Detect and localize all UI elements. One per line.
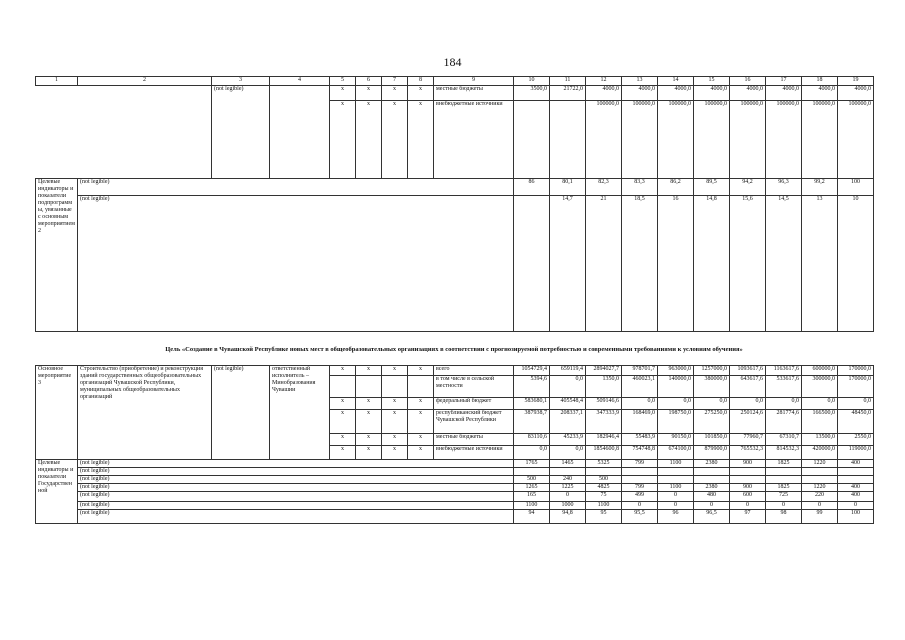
cell-value: 275250,0 bbox=[694, 410, 730, 434]
cell-value: 480 bbox=[694, 492, 730, 502]
table-lower bbox=[35, 365, 874, 524]
cell-value: 963000,0 bbox=[658, 366, 694, 376]
cell-value: 90150,0 bbox=[658, 434, 694, 446]
cell-value: 21 bbox=[586, 196, 622, 332]
cell-value bbox=[658, 476, 694, 484]
cell-x: x bbox=[408, 446, 434, 460]
cell-value: 0,0 bbox=[622, 398, 658, 410]
table-row bbox=[36, 196, 874, 332]
cell-value: 0,0 bbox=[838, 398, 874, 410]
goal-heading: Цель «Создание в Чувашской Республике новых мест в общеобразовательных организациях в соответствии с прогнозируемой потребностью и современными требованиями к условиям обучения» bbox=[165, 346, 743, 353]
cell-value: 879900,0 bbox=[694, 446, 730, 460]
cell-value: 1220 bbox=[802, 460, 838, 468]
cell-value: 100000,0 bbox=[622, 101, 658, 179]
table-row bbox=[36, 492, 874, 502]
cell-x: x bbox=[356, 434, 382, 446]
cell-value: 100000,0 bbox=[586, 101, 622, 179]
table-row bbox=[36, 484, 874, 492]
cell-value: 140000,0 bbox=[658, 376, 694, 398]
cell-value: 100000,0 bbox=[802, 101, 838, 179]
column-number: 11 bbox=[550, 77, 586, 86]
indicator-text: (not legible) bbox=[78, 196, 514, 332]
cell-value: 405548,4 bbox=[550, 398, 586, 410]
cell-value: 1765 bbox=[514, 460, 550, 468]
cell-source: федеральный бюджет bbox=[434, 398, 514, 410]
cell-value: 89,5 bbox=[694, 179, 730, 196]
cell-x: x bbox=[382, 410, 408, 434]
cell-x: x bbox=[382, 446, 408, 460]
cell-value bbox=[730, 468, 766, 476]
cell-value: 94 bbox=[514, 510, 550, 524]
cell-value: 99,2 bbox=[802, 179, 838, 196]
cell-value bbox=[694, 476, 730, 484]
cell-x: x bbox=[356, 398, 382, 410]
cell-value: 119000,0 bbox=[838, 446, 874, 460]
cell-value: 0 bbox=[658, 492, 694, 502]
cell-source: местные бюджеты bbox=[434, 434, 514, 446]
cell-value bbox=[730, 476, 766, 484]
cell-x: x bbox=[356, 446, 382, 460]
cell-value: 2550,0 bbox=[838, 434, 874, 446]
cell-value: 1100 bbox=[658, 460, 694, 468]
cell-x: x bbox=[382, 366, 408, 376]
column-number: 18 bbox=[802, 77, 838, 86]
cell-value: 1100 bbox=[514, 502, 550, 510]
cell-value: 14,8 bbox=[694, 196, 730, 332]
cell-value: 4000,0 bbox=[658, 86, 694, 101]
cell-value: 583680,1 bbox=[514, 398, 550, 410]
cell-value: 21722,0 bbox=[550, 86, 586, 101]
cell-value: 97 bbox=[730, 510, 766, 524]
cell-value bbox=[514, 196, 550, 332]
cell-value: 18,5 bbox=[622, 196, 658, 332]
cell-value bbox=[766, 468, 802, 476]
column-number: 8 bbox=[408, 77, 434, 86]
cell-value: 1825 bbox=[766, 484, 802, 492]
cell-value: 86,2 bbox=[658, 179, 694, 196]
cell-value: 420000,0 bbox=[802, 446, 838, 460]
cell-value: 281774,6 bbox=[766, 410, 802, 434]
indicator-text: (not legible) bbox=[78, 476, 514, 484]
cell-value: 86 bbox=[514, 179, 550, 196]
cell-value: 100000,0 bbox=[694, 101, 730, 179]
cell-value: 643617,6 bbox=[730, 376, 766, 398]
cell-value: 4000,0 bbox=[838, 86, 874, 101]
cell-value: 16 bbox=[658, 196, 694, 332]
table-upper bbox=[35, 76, 874, 332]
cell-x bbox=[382, 376, 408, 398]
cell-value: 5394,6 bbox=[514, 376, 550, 398]
responsible-executor: ответственный исполнитель – Минобразования Чувашии bbox=[270, 366, 330, 460]
cell-value: 400 bbox=[838, 492, 874, 502]
cell-value bbox=[838, 468, 874, 476]
column-number-row bbox=[36, 77, 874, 86]
cell-value: 300000,0 bbox=[802, 376, 838, 398]
cell-value: 45233,9 bbox=[550, 434, 586, 446]
indicator-text: (not legible) bbox=[78, 179, 514, 196]
cell-value: 0,0 bbox=[694, 398, 730, 410]
cell-value: 15,6 bbox=[730, 196, 766, 332]
cell-value: 0,0 bbox=[730, 398, 766, 410]
cell-source: внебюджетные источники bbox=[434, 101, 514, 179]
cell-value bbox=[514, 468, 550, 476]
page-number: 184 bbox=[443, 55, 462, 69]
cell-value: 0,0 bbox=[514, 446, 550, 460]
cell-value: 387938,7 bbox=[514, 410, 550, 434]
cell-x: x bbox=[382, 86, 408, 101]
cell-value bbox=[622, 468, 658, 476]
cell-value: 77960,7 bbox=[730, 434, 766, 446]
indicators-label: Целевые индикаторы и показатели подпрограммы, увязанные с основным мероприятием 2 bbox=[36, 179, 78, 332]
activity-label: Основное мероприятие 3 bbox=[36, 366, 78, 460]
cell-x bbox=[356, 376, 382, 398]
cell-value: 96,3 bbox=[766, 179, 802, 196]
cell-value: 0 bbox=[550, 492, 586, 502]
cell-value bbox=[694, 468, 730, 476]
cell-value bbox=[622, 476, 658, 484]
cell-value: 1257000,0 bbox=[694, 366, 730, 376]
column-number: 13 bbox=[622, 77, 658, 86]
cell-value bbox=[550, 468, 586, 476]
table-row bbox=[36, 86, 874, 101]
cell-x: x bbox=[408, 101, 434, 179]
cell-x: x bbox=[382, 398, 408, 410]
cell-value: 5325 bbox=[586, 460, 622, 468]
cell-value: 4825 bbox=[586, 484, 622, 492]
table-row bbox=[36, 179, 874, 196]
column-number: 1 bbox=[36, 77, 78, 86]
cell-source: всего bbox=[434, 366, 514, 376]
cell-value: 0 bbox=[838, 502, 874, 510]
cell-value: 101850,0 bbox=[694, 434, 730, 446]
cell-value: 1225 bbox=[550, 484, 586, 492]
cell-value: 94,8 bbox=[550, 510, 586, 524]
indicator-text: (not legible) bbox=[78, 492, 514, 502]
cell-value: 100 bbox=[838, 179, 874, 196]
cell-x bbox=[330, 376, 356, 398]
cell-value: 0,0 bbox=[766, 398, 802, 410]
column-number: 4 bbox=[270, 77, 330, 86]
cell-value: 220 bbox=[802, 492, 838, 502]
cell-value: 500 bbox=[514, 476, 550, 484]
column-number: 5 bbox=[330, 77, 356, 86]
cell-x: x bbox=[356, 86, 382, 101]
cell-value: 10 bbox=[838, 196, 874, 332]
cell-value: 600000,0 bbox=[802, 366, 838, 376]
cell-x: x bbox=[382, 101, 408, 179]
cell-value: 0,0 bbox=[550, 446, 586, 460]
cell-value: 900 bbox=[730, 460, 766, 468]
cell-value: 0 bbox=[730, 502, 766, 510]
cell-value: 1000 bbox=[550, 502, 586, 510]
cell-value: 4000,0 bbox=[730, 86, 766, 101]
cell-value: 83,3 bbox=[622, 179, 658, 196]
cell-value bbox=[802, 468, 838, 476]
cell-value bbox=[514, 101, 550, 179]
cell-value: 1220 bbox=[802, 484, 838, 492]
activity-description: Строительство (приобретение) и реконструкция зданий государственных общеобразовательных организаций Чувашской Республики, муниципальных общеобразовательных организаций bbox=[78, 366, 212, 460]
cell-x: x bbox=[408, 398, 434, 410]
cell-value: 600 bbox=[730, 492, 766, 502]
cell-value: 95,5 bbox=[622, 510, 658, 524]
cell-value: 1093617,6 bbox=[730, 366, 766, 376]
cell-value: 240 bbox=[550, 476, 586, 484]
cell-source: в том числе в сельской местности bbox=[434, 376, 514, 398]
cell-value: 14,7 bbox=[550, 196, 586, 332]
cell-source: республиканский бюджет Чувашской Республики bbox=[434, 410, 514, 434]
cell-source: внебюджетные источники bbox=[434, 446, 514, 460]
cell-value: 100000,0 bbox=[838, 101, 874, 179]
cell-value: 80,1 bbox=[550, 179, 586, 196]
cell-value: 67310,7 bbox=[766, 434, 802, 446]
cell-value: 94,2 bbox=[730, 179, 766, 196]
cell-value: 99 bbox=[802, 510, 838, 524]
cell-x: x bbox=[382, 434, 408, 446]
cell-x: x bbox=[330, 410, 356, 434]
cell-value: 100 bbox=[838, 510, 874, 524]
column-number: 12 bbox=[586, 77, 622, 86]
cell-x bbox=[408, 376, 434, 398]
cell-value: 900 bbox=[730, 484, 766, 492]
cell-value: 1163617,6 bbox=[766, 366, 802, 376]
table-row bbox=[36, 366, 874, 376]
cell-value: 250124,6 bbox=[730, 410, 766, 434]
cell-value: 100000,0 bbox=[766, 101, 802, 179]
cell-value: 1465 bbox=[550, 460, 586, 468]
cell-value: 83110,6 bbox=[514, 434, 550, 446]
cell-value: 1100 bbox=[586, 502, 622, 510]
cell-x: x bbox=[330, 86, 356, 101]
cell-value: 100000,0 bbox=[730, 101, 766, 179]
cell-value: 170000,0 bbox=[838, 376, 874, 398]
indicator-text: (not legible) bbox=[78, 460, 514, 468]
cell-value: 165 bbox=[514, 492, 550, 502]
column-number: 6 bbox=[356, 77, 382, 86]
cell-value: 168469,0 bbox=[622, 410, 658, 434]
cell-value: 1054729,4 bbox=[514, 366, 550, 376]
cell-value: 2894027,7 bbox=[586, 366, 622, 376]
cell-text: (not legible) bbox=[212, 86, 270, 179]
cell-value: 978701,7 bbox=[622, 366, 658, 376]
cell-value: 182946,4 bbox=[586, 434, 622, 446]
cell-value: 55483,9 bbox=[622, 434, 658, 446]
column-number: 15 bbox=[694, 77, 730, 86]
cell-value: 1854600,8 bbox=[586, 446, 622, 460]
cell-value: 48450,0 bbox=[838, 410, 874, 434]
cell-value: 799 bbox=[622, 484, 658, 492]
cell-x: x bbox=[408, 366, 434, 376]
cell-value: 499 bbox=[622, 492, 658, 502]
cell-value: 208337,1 bbox=[550, 410, 586, 434]
cell-x: x bbox=[356, 366, 382, 376]
indicator-text: (not legible) bbox=[78, 502, 514, 510]
cell-value: 674100,0 bbox=[658, 446, 694, 460]
cell-value: 799 bbox=[622, 460, 658, 468]
cell-value: 96 bbox=[658, 510, 694, 524]
cell-value: 0,0 bbox=[658, 398, 694, 410]
cell-x: x bbox=[330, 398, 356, 410]
cell-value bbox=[586, 468, 622, 476]
cell-value: 0 bbox=[802, 502, 838, 510]
cell-value: 725 bbox=[766, 492, 802, 502]
cell-value: 4000,0 bbox=[586, 86, 622, 101]
cell-x: x bbox=[330, 434, 356, 446]
cell-value bbox=[658, 468, 694, 476]
cell-value: 1825 bbox=[766, 460, 802, 468]
cell-value: 13 bbox=[802, 196, 838, 332]
cell-value: 198750,0 bbox=[658, 410, 694, 434]
cell-value: 347333,9 bbox=[586, 410, 622, 434]
cell-value: 3500,0 bbox=[514, 86, 550, 101]
cell-value: 460023,1 bbox=[622, 376, 658, 398]
cell-value: 754748,8 bbox=[622, 446, 658, 460]
cell-value: 1265 bbox=[514, 484, 550, 492]
column-number: 3 bbox=[212, 77, 270, 86]
cell-value: 400 bbox=[838, 460, 874, 468]
cell-value: 659119,4 bbox=[550, 366, 586, 376]
cell-value bbox=[802, 476, 838, 484]
column-number: 9 bbox=[434, 77, 514, 86]
cell-value bbox=[550, 101, 586, 179]
cell-value: 4000,0 bbox=[694, 86, 730, 101]
column-number: 19 bbox=[838, 77, 874, 86]
cell-x: x bbox=[330, 446, 356, 460]
cell-value: 82,3 bbox=[586, 179, 622, 196]
cell-value: 500 bbox=[586, 476, 622, 484]
cell-value: 100000,0 bbox=[658, 101, 694, 179]
indicator-text: (not legible) bbox=[78, 468, 514, 476]
cell-x: x bbox=[408, 434, 434, 446]
activity-goal: (not legible) bbox=[212, 366, 270, 460]
cell-source: местные бюджеты bbox=[434, 86, 514, 101]
column-number: 17 bbox=[766, 77, 802, 86]
indicator-text: (not legible) bbox=[78, 510, 514, 524]
table-row bbox=[36, 510, 874, 524]
cell-x: x bbox=[408, 410, 434, 434]
cell-value: 380000,0 bbox=[694, 376, 730, 398]
column-number: 7 bbox=[382, 77, 408, 86]
indicators-label: Целевые индикаторы и показатели Государственной bbox=[36, 460, 78, 524]
cell-x: x bbox=[330, 101, 356, 179]
cell-value: 509146,6 bbox=[586, 398, 622, 410]
cell-value: 166500,0 bbox=[802, 410, 838, 434]
cell-value: 0,0 bbox=[802, 398, 838, 410]
cell-value: 13500,0 bbox=[802, 434, 838, 446]
cell-value bbox=[766, 476, 802, 484]
column-number: 10 bbox=[514, 77, 550, 86]
cell-value: 0 bbox=[658, 502, 694, 510]
table-row bbox=[36, 468, 874, 476]
indicator-text: (not legible) bbox=[78, 484, 514, 492]
cell-value: 1350,0 bbox=[586, 376, 622, 398]
cell-x: x bbox=[356, 101, 382, 179]
column-number: 16 bbox=[730, 77, 766, 86]
table-row bbox=[36, 460, 874, 468]
cell-x: x bbox=[408, 86, 434, 101]
table-row bbox=[36, 502, 874, 510]
column-number: 14 bbox=[658, 77, 694, 86]
cell-value: 14,5 bbox=[766, 196, 802, 332]
cell-value: 1100 bbox=[658, 484, 694, 492]
cell-value: 170000,0 bbox=[838, 366, 874, 376]
cell-value: 2380 bbox=[694, 460, 730, 468]
cell-x: x bbox=[356, 410, 382, 434]
cell-value: 95 bbox=[586, 510, 622, 524]
cell-value: 533617,6 bbox=[766, 376, 802, 398]
table-row bbox=[36, 476, 874, 484]
cell-x: x bbox=[330, 366, 356, 376]
cell-value: 400 bbox=[838, 484, 874, 492]
cell-value: 75 bbox=[586, 492, 622, 502]
cell-value: 2380 bbox=[694, 484, 730, 492]
cell-value: 765532,3 bbox=[730, 446, 766, 460]
cell-value: 98 bbox=[766, 510, 802, 524]
cell-value: 814532,3 bbox=[766, 446, 802, 460]
cell-value: 0 bbox=[766, 502, 802, 510]
cell-value: 4000,0 bbox=[766, 86, 802, 101]
cell-value: 4000,0 bbox=[802, 86, 838, 101]
cell-value bbox=[838, 476, 874, 484]
cell-value: 0,0 bbox=[550, 376, 586, 398]
cell-value: 0 bbox=[622, 502, 658, 510]
cell-value: 0 bbox=[694, 502, 730, 510]
column-number: 2 bbox=[78, 77, 212, 86]
cell-value: 4000,0 bbox=[622, 86, 658, 101]
cell-value: 96,5 bbox=[694, 510, 730, 524]
